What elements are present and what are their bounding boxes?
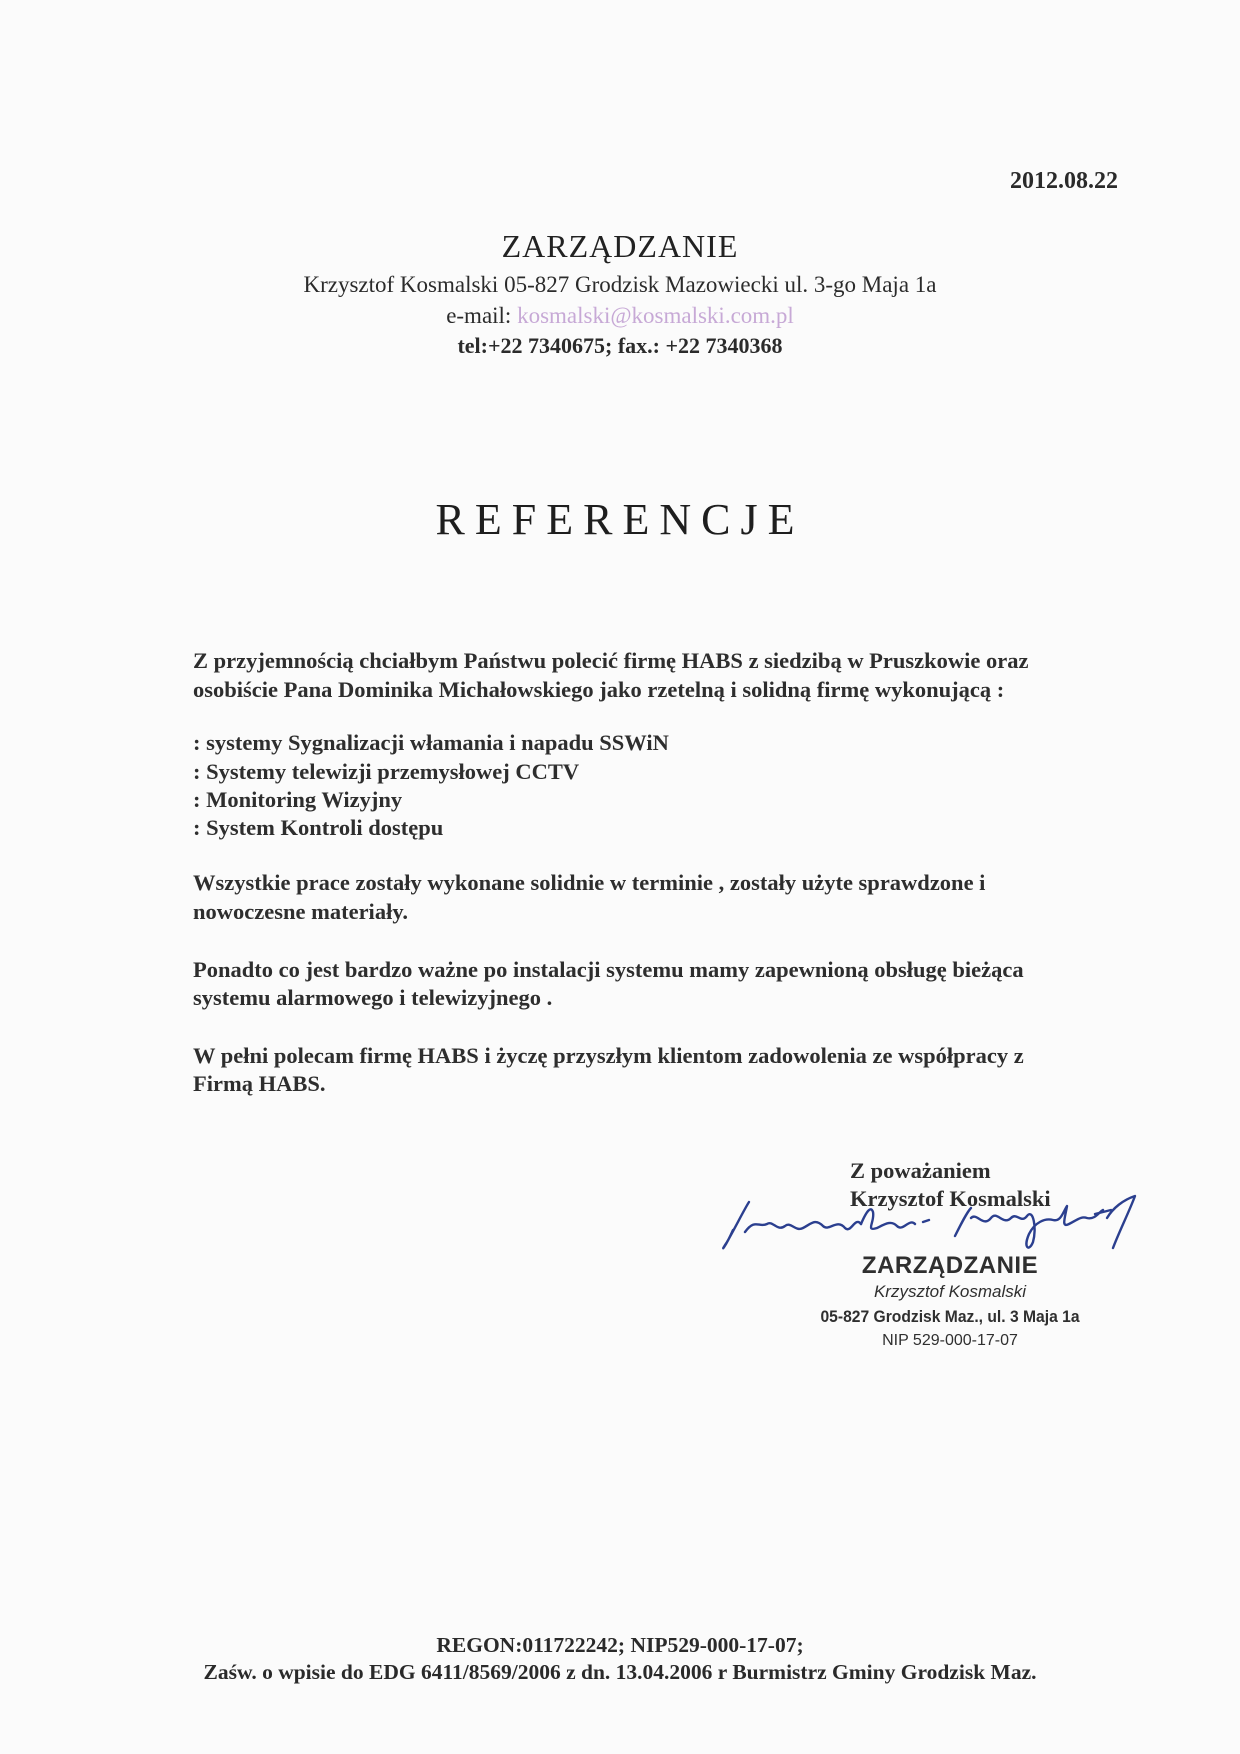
recommendation-line-2: Firmą HABS. bbox=[193, 1071, 326, 1096]
letter-date: 2012.08.22 bbox=[1010, 168, 1118, 194]
company-name: ZARZĄDZANIE bbox=[501, 228, 739, 264]
email-link[interactable]: kosmalski@kosmalski.com.pl bbox=[517, 303, 794, 328]
service-line-2: systemu alarmowego i telewizyjnego . bbox=[193, 985, 553, 1010]
company-address: Krzysztof Kosmalski 05-827 Grodzisk Mazowiecki ul. 3-go Maja 1a bbox=[303, 272, 937, 297]
stamp-nip: NIP 529-000-17-07 bbox=[882, 1332, 1018, 1349]
service-item: : Monitoring Wizyjny bbox=[193, 787, 403, 812]
service-item: : systemy Sygnalizacji włamania i napadu SSWiN bbox=[193, 730, 669, 755]
stamp-company: ZARZĄDZANIE bbox=[861, 1252, 1039, 1279]
footer-registration: Zaśw. o wpisie do EDG 6411/8569/2006 z dn. 13.04.2006 r Burmistrz Gminy Grodzisk Maz. bbox=[203, 1660, 1037, 1684]
handwritten-signature bbox=[715, 1188, 1165, 1258]
stamp-owner: Krzysztof Kosmalski bbox=[873, 1282, 1027, 1301]
service-item: : Systemy telewizji przemysłowej CCTV bbox=[193, 759, 580, 784]
email-label: e-mail: bbox=[446, 303, 512, 328]
quality-line-2: nowoczesne materiały. bbox=[193, 899, 408, 924]
recommendation-line-1: W pełni polecam firmę HABS i życzę przyszłym klientom zadowolenia ze współpracy z bbox=[193, 1043, 1024, 1068]
intro-line-1: Z przyjemnością chciałbym Państwu polecić firmę HABS z siedzibą w Pruszkowie oraz bbox=[193, 648, 1029, 673]
intro-line-2: osobiście Pana Dominika Michałowskiego jako rzetelną i solidną firmę wykonującą : bbox=[193, 677, 1005, 702]
service-item: : System Kontroli dostępu bbox=[193, 815, 444, 840]
service-line-1: Ponadto co jest bardzo ważne po instalacji systemu mamy zapewnioną obsługę bieżąca bbox=[193, 957, 1024, 982]
stamp-address: 05-827 Grodzisk Maz., ul. 3 Maja 1a bbox=[820, 1307, 1080, 1326]
company-stamp bbox=[800, 1252, 1100, 1352]
letter-title: REFERENCJE bbox=[435, 495, 805, 544]
company-email-line bbox=[0, 303, 1240, 329]
closing-regards: Z poważaniem bbox=[850, 1158, 991, 1183]
closing-name: Krzysztof Kosmalski bbox=[850, 1186, 1051, 1211]
footer-regon: REGON:011722242; NIP529-000-17-07; bbox=[436, 1633, 804, 1657]
company-phone: tel:+22 7340675; fax.: +22 7340368 bbox=[457, 333, 783, 358]
quality-line-1: Wszystkie prace zostały wykonane solidnie w terminie , zostały użyte sprawdzone i bbox=[193, 870, 986, 895]
